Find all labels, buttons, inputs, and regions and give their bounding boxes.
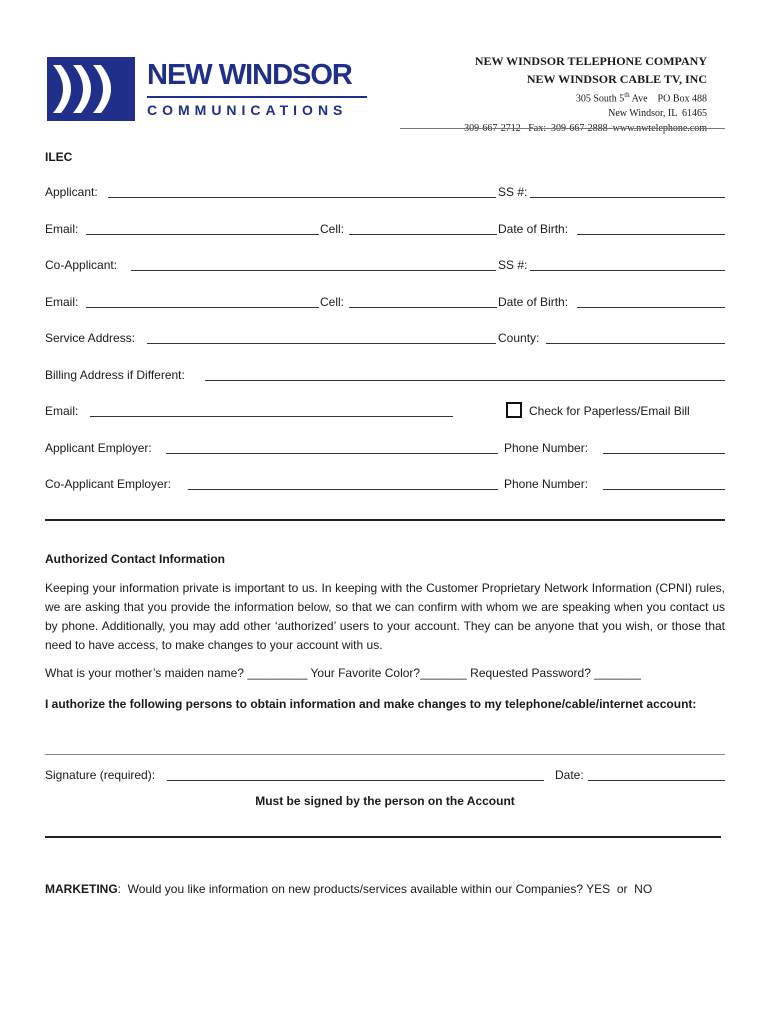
co-employer-label: Co-Applicant Employer: (45, 477, 172, 491)
auth-section-title: Authorized Contact Information (45, 552, 225, 566)
authorize-statement: I authorize the following persons to obtain information and make changes to my telephone/cable/internet account: (45, 697, 697, 711)
dob-label-2: Date of Birth: (498, 295, 569, 309)
service-address-field[interactable] (147, 329, 496, 344)
coapplicant-field[interactable] (131, 256, 496, 271)
billing-address-label: Billing Address if Different: (45, 368, 185, 382)
signature-label: Signature (required): (45, 768, 156, 782)
address-street-rest: Ave PO Box 488 (629, 93, 707, 105)
email-field-2[interactable] (86, 293, 319, 308)
email-label-1: Email: (45, 222, 79, 236)
email-field-1[interactable] (86, 220, 319, 235)
applicant-field[interactable] (108, 183, 496, 198)
company-block (464, 52, 707, 136)
county-field[interactable] (546, 329, 725, 344)
must-sign-note: Must be signed by the person on the Account (255, 794, 515, 808)
dob-field-2[interactable] (577, 293, 725, 308)
ss-field-2[interactable] (530, 256, 725, 271)
header-rule (400, 128, 725, 129)
cell-label-1: Cell: (320, 222, 345, 236)
auth-paragraph: Keeping your information private is important to us. In keeping with the Customer Proprietary Network Information (CPNI) rules, we are asking that you provide the information below, so that we can confirm with whom we are speaking when you contact us by phone. Additionally, you may add other ‘authorized’ users to your account. They can be anyone that you wish, or those that need to have access, to make changes to your account with us. (45, 581, 725, 652)
marketing-label: MARKETING (45, 882, 118, 896)
authorized-persons-field[interactable] (45, 740, 725, 755)
logo-subtext: COMMUNICATIONS (147, 102, 348, 118)
cell-field-1[interactable] (349, 220, 497, 235)
applicant-label: Applicant: (45, 185, 98, 199)
phone-field-1[interactable] (603, 439, 725, 454)
service-address-label: Service Address: (45, 331, 136, 345)
email-label-2: Email: (45, 295, 79, 309)
address-street (464, 88, 707, 106)
billing-address-field[interactable] (205, 366, 725, 381)
co-employer-field[interactable] (188, 475, 498, 490)
dob-field-1[interactable] (577, 220, 725, 235)
logo-wordmark: NEW WINDSOR (147, 59, 352, 91)
employer-field[interactable] (166, 439, 498, 454)
section-divider-2 (45, 836, 721, 838)
date-label: Date: (555, 768, 584, 782)
email-label-3: Email: (45, 404, 79, 418)
signature-field[interactable] (167, 766, 544, 781)
marketing-text[interactable]: : Would you like information on new products/services available within our Companies? YES or NO (117, 882, 653, 896)
email-field-3[interactable] (90, 402, 453, 417)
date-field[interactable] (588, 766, 725, 781)
paperless-checkbox[interactable] (506, 402, 522, 418)
county-label: County: (498, 331, 540, 345)
phone-field-2[interactable] (603, 475, 725, 490)
section-divider-1 (45, 519, 725, 521)
section-title-ilec: ILEC (45, 150, 73, 164)
employer-label: Applicant Employer: (45, 441, 152, 455)
phone-label-2: Phone Number: (504, 477, 589, 491)
cell-field-2[interactable] (349, 293, 497, 308)
dob-label-1: Date of Birth: (498, 222, 569, 236)
security-questions[interactable]: What is your mother’s maiden name? _________ Your Favorite Color?_______ Requested Password? _______ (45, 666, 641, 680)
marketing-question (45, 882, 652, 896)
address-street-suffix: th (624, 91, 630, 99)
logo-arcs-icon (47, 55, 137, 123)
company-name-telephone: NEW WINDSOR TELEPHONE COMPANY (474, 54, 707, 68)
ss-label-1: SS #: (498, 185, 528, 199)
phone-label-1: Phone Number: (504, 441, 589, 455)
coapplicant-label: Co-Applicant: (45, 258, 118, 272)
address-street-number: 305 South 5 (575, 93, 625, 105)
paperless-label: Check for Paperless/Email Bill (529, 404, 690, 418)
company-name-cable: NEW WINDSOR CABLE TV, INC (526, 72, 707, 86)
address-city: New Windsor, IL 61465 (608, 108, 707, 120)
logo (47, 55, 377, 125)
cell-label-2: Cell: (320, 295, 345, 309)
ss-label-2: SS #: (498, 258, 528, 272)
logo-divider (147, 96, 367, 98)
ss-field-1[interactable] (530, 183, 725, 198)
address-contact: 309-667-2712 Fax: 309-667-2888 www.nwtelephone.com (464, 123, 707, 135)
